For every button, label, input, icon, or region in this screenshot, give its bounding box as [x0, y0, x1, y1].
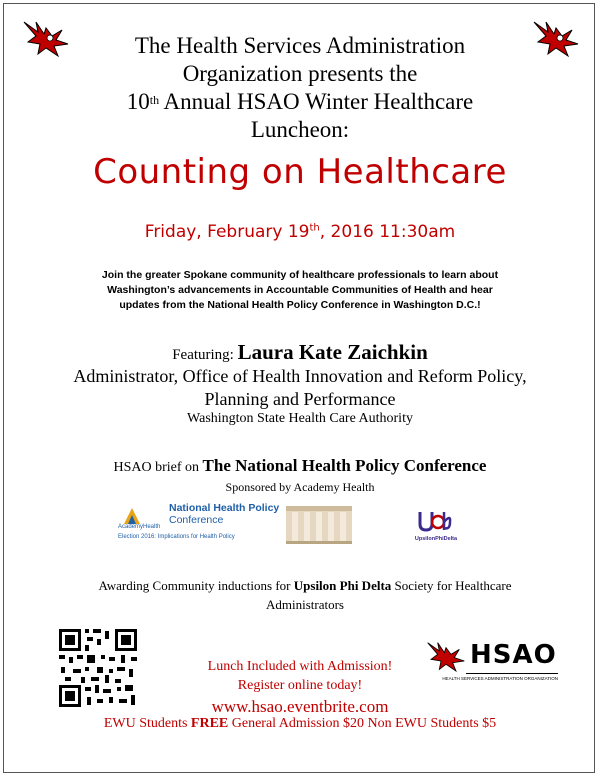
register-note: Register online today!	[237, 678, 363, 693]
intro-paragraph: Join the greater Spokane community of healthcare professionals to learn about Washington’s advancements in Accountable Communities of Health and hear updates from the National Health Policy Conference in Washington D.C.!	[101, 269, 499, 311]
event-title: Counting on Healthcare	[93, 152, 507, 192]
award-text: Awarding Community inductions for Upsilon Phi Delta Society for Healthcare Administrators	[98, 578, 512, 612]
sponsor-line: Sponsored by Academy Health	[225, 480, 375, 494]
upsilon-phi-delta-logo: UpsilonPhiDelta	[408, 508, 464, 544]
academyhealth-icon	[118, 506, 146, 526]
lunch-note: Lunch Included with Admission!	[207, 659, 393, 674]
hsao-logo: HSAO HEALTH SERVICES ADMINISTRATION ORGANIZATION	[426, 636, 558, 686]
columns-photo	[286, 506, 352, 544]
nhpc-logo: AcademyHealth National Health Policy Conference Election 2016: Implications for Health Policy	[118, 502, 280, 540]
speaker-role-line-2: Planning and Performance	[204, 389, 396, 409]
featuring-line: Featuring: Laura Kate Zaichkin	[172, 340, 428, 364]
upd-monogram-icon	[418, 508, 452, 534]
speaker-name: Laura Kate Zaichkin	[237, 340, 428, 364]
brief-line: HSAO brief on The National Health Policy Conference	[113, 456, 487, 475]
speaker-role-line-1: Administrator, Office of Health Innovation and Reform Policy,	[73, 366, 527, 386]
speaker-agency: Washington State Health Care Authority	[187, 411, 413, 426]
header-line-4: Luncheon:	[250, 117, 350, 142]
pricing-line: EWU Students FREE General Admission $20 Non EWU Students $5	[103, 716, 497, 731]
header-line-1: The Health Services Administration	[134, 33, 466, 58]
event-date: Friday, February 19th, 2016 11:30am	[144, 222, 456, 242]
header-line-3: 10th Annual HSAO Winter Healthcare	[126, 89, 474, 114]
event-url-link[interactable]: www.hsao.eventbrite.com	[211, 697, 389, 716]
header-line-2: Organization presents the	[182, 61, 418, 86]
